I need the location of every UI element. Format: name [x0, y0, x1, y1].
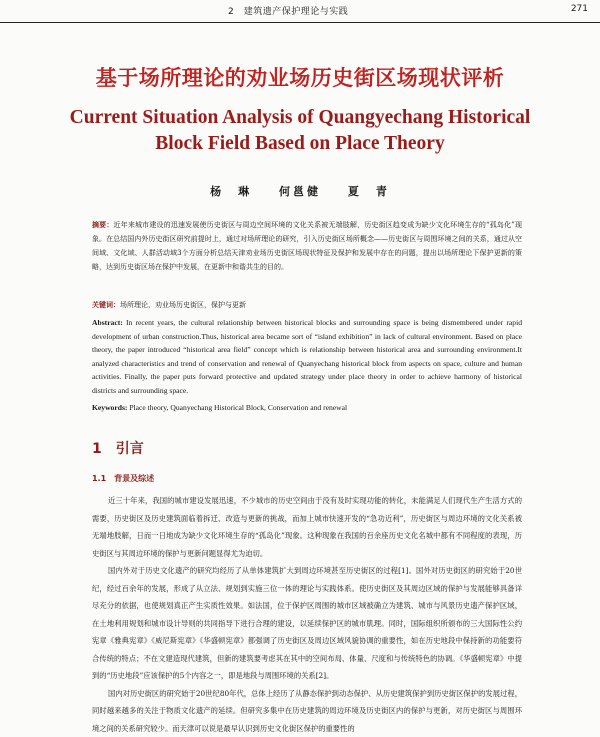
- title-english-line-2: Block Field Based on Place Theory: [0, 133, 600, 155]
- keywords-text: 场所理论，劝业场历史街区，保护与更新: [120, 301, 246, 309]
- title-chinese: 基于场所理论的劝业场历史街区场现状评析: [0, 62, 600, 92]
- body-paragraph: 国内对历史街区的研究始于20世纪80年代，总体上经历了从静态保护到动态保护、从历史建筑保护到历史街区保护的发展过程，同时越来越多的关注于物质文化遗产的延续。但研究多集中在历史建筑的周边环境及历史街区内的保护与更新，对历史街区与周围环境之间的关系研究较少。而天津可以说是最早认识到历史文化街区保护的重要性的: [92, 685, 522, 737]
- chapter-header: 2 建筑遗产保护理论与实践: [228, 4, 348, 17]
- section-number: 1: [92, 441, 102, 457]
- author-name: 夏 青: [348, 185, 390, 198]
- abstract-label: 摘要：: [92, 220, 114, 229]
- section-heading: [92, 438, 144, 458]
- keywords-english: [92, 403, 522, 412]
- title-english-line-1: Current Situation Analysis of Quangyechang Historical: [0, 107, 600, 129]
- keywords-text-en: Place theory, Quanyechang Historical Block, Conservation and renewal: [129, 403, 347, 412]
- abstract-english: [92, 316, 522, 398]
- subsection-number: 1.1: [92, 474, 106, 483]
- author-list: [0, 183, 600, 199]
- abstract-text-en: In recent years, the cultural relationship between historical blocks and surrounding space is being dismembered under rapid development of urban construction.Thus, historical area became sort of “island exhibition” in lack of cultural environment. Based on place theory, the paper introduced “historical area field” concept which is relationship between historical area and surrounding environment.It analyzed characteristics and trend of conservation and renewal of Quanyechang historical block from aspects on space, culture and human activities. Finally, the paper puts forward protective and updated strategy under place theory in order to achieve harmony of historical districts and surrounding space.: [92, 318, 522, 395]
- abstract-chinese: [92, 218, 522, 274]
- body-text: [92, 492, 522, 737]
- running-head: [0, 0, 600, 23]
- body-paragraph: 近三十年来，我国的城市建设发展迅速，不少城市的历史空间由于没有及时实现功能的转化，未能满足人们现代生产生活方式的需要，历史街区及历史建筑面临着拆迁、改造与更新的挑战，而加上城市快速开发的“急功近利”，历史街区与周边环境的文化关系被无端地肢解，日而一日地成为缺少文化环境生存的“孤岛化”现象。这种现象在我国的百余座历史文化名城中都有不同程度的表现，历史街区与其周边环境的保护与更新问题显得尤为迫切。: [92, 492, 522, 562]
- abstract-label-en: Abstract:: [92, 318, 123, 327]
- abstract-text: 近年来城市建设的迅速发展使历史街区与周边空间环境的文化关系被无端肢解，历史街区趋变成为缺少文化环境生存的“孤岛化”现象。在总结国内外历史街区研究前提时上，通过对场所理论的研究，引入历史街区场所概念——历史街区与周围环境之间的关系，通过从空间域、文化域、人群活动域3个方面分析总结天津劝业场历史街区场现状特征及保护和发展中存在的问题，提出以场所理论下保护更新的策略，达到历史街区场在保护中发展，在更新中和谐共生的目的。: [92, 221, 522, 271]
- body-paragraph: 国内外对于历史文化遗产的研究均经历了从单体建筑扩大到周边环境甚至历史街区的过程[1]。国外对历史街区的研究始于20世纪，经过百余年的发展，形成了从立法、规划到实施三位一体的理论与实践体系。使历史街区及其周边区域的保护与发展能够具备详尽充分的依据，也使规划真正产生实质性效果。如法国，位于保护区周围的城市区域被确立为建筑、城市与风景历史遗产保护区域，在土地利用规划和城市设计导则的共同指导下进行合理的建设，以延续保护区的城市肌理。同时，国际组织所颁布的三大国际性公约宪章《雅典宪章》《威尼斯宪章》《华盛顿宪章》都强调了历史街区及周边区域风貌协调的重要性，如在历史地段中保持新的功能要符合传统的特点；不在文建造现代建筑，但新的建筑要考虑其在其中的空间布局、体量、尺度和与传统特色的协调。《华盛顿宪章》中提到的“历史地段”应该保护的5个内容之一，即是地段与周围环境的关系[2]。: [92, 562, 522, 685]
- subsection-title: 背景及综述: [114, 474, 154, 483]
- keywords-label-en: Keywords:: [92, 403, 127, 412]
- author-name: 杨 琳: [210, 185, 252, 198]
- keywords-chinese: [92, 300, 522, 310]
- subsection-heading: [92, 473, 154, 484]
- section-title: 引言: [116, 441, 144, 457]
- author-name: 何邕健: [279, 185, 321, 198]
- page-number: 271: [571, 4, 588, 14]
- keywords-label: 关键词：: [92, 300, 120, 309]
